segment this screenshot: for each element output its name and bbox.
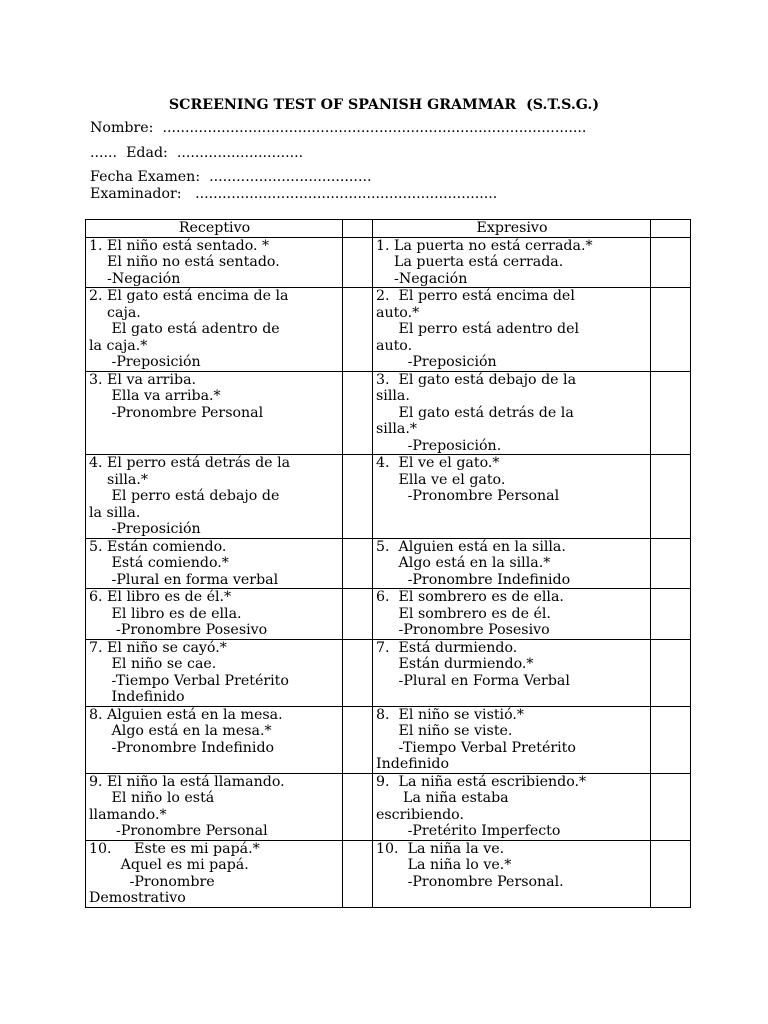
expresivo-item: 7. Está durmiendo. Están durmiendo.* -Plural en Forma Verbal	[373, 639, 651, 706]
examinador-field: Examinador: ...................................................................	[90, 186, 498, 202]
expresivo-score-cell	[651, 840, 691, 907]
receptivo-score-cell	[343, 538, 373, 589]
receptivo-item: 5. Están comiendo. Está comiendo.* -Plural en forma verbal	[86, 538, 343, 589]
receptivo-item: 6. El libro es de él.* El libro es de ella. -Pronombre Posesivo	[86, 589, 343, 640]
receptivo-score-header	[343, 220, 373, 238]
receptivo-score-cell	[343, 455, 373, 539]
receptivo-item: 1. El niño está sentado. * El niño no está sentado. -Negación	[86, 237, 343, 288]
table-header-row	[86, 220, 691, 238]
receptivo-score-cell	[343, 288, 373, 372]
expresivo-score-cell	[651, 455, 691, 539]
expresivo-score-header	[651, 220, 691, 238]
receptivo-score-cell	[343, 237, 373, 288]
table-row	[86, 288, 691, 372]
document-title: SCREENING TEST OF SPANISH GRAMMAR (S.T.S.G.)	[168, 97, 600, 113]
table-row	[86, 371, 691, 455]
expresivo-item: 4. El ve el gato.* Ella ve el gato. -Pronombre Personal	[373, 455, 651, 539]
table-row	[86, 639, 691, 706]
table-row	[86, 538, 691, 589]
expresivo-item: 10. La niña la ve. La niña lo ve.* -Pronombre Personal.	[373, 840, 651, 907]
expresivo-score-cell	[651, 706, 691, 773]
expresivo-score-cell	[651, 538, 691, 589]
receptivo-item: 4. El perro está detrás de la silla.* El perro está debajo de la silla. -Preposición	[86, 455, 343, 539]
expresivo-item: 1. La puerta no está cerrada.* La puerta está cerrada. -Negación	[373, 237, 651, 288]
receptivo-header: Receptivo	[86, 220, 343, 238]
expresivo-item: 8. El niño se vistió.* El niño se viste. -Tiempo Verbal Pretérito Indefinido	[373, 706, 651, 773]
receptivo-score-cell	[343, 773, 373, 840]
fecha-examen-field: Fecha Examen: ....................................	[90, 169, 372, 185]
receptivo-score-cell	[343, 639, 373, 706]
receptivo-score-cell	[343, 589, 373, 640]
expresivo-score-cell	[651, 237, 691, 288]
receptivo-score-cell	[343, 706, 373, 773]
receptivo-item: 10. Este es mi papá.* Aquel es mi papá. -Pronombre Demostrativo	[86, 840, 343, 907]
grammar-items-table	[85, 219, 691, 908]
expresivo-score-cell	[651, 639, 691, 706]
edad-field: ...... Edad: ............................	[90, 145, 304, 161]
expresivo-item: 3. El gato está debajo de la silla. El gato está detrás de la silla.* -Preposición.	[373, 371, 651, 455]
table-row	[86, 706, 691, 773]
expresivo-score-cell	[651, 773, 691, 840]
table-row	[86, 237, 691, 288]
receptivo-item: 7. El niño se cayó.* El niño se cae. -Tiempo Verbal Pretérito Indefinido	[86, 639, 343, 706]
expresivo-item: 9. La niña está escribiendo.* La niña estaba escribiendo. -Pretérito Imperfecto	[373, 773, 651, 840]
receptivo-score-cell	[343, 371, 373, 455]
receptivo-item: 8. Alguien está en la mesa. Algo está en la mesa.* -Pronombre Indefinido	[86, 706, 343, 773]
expresivo-score-cell	[651, 589, 691, 640]
expresivo-score-cell	[651, 371, 691, 455]
table-row	[86, 840, 691, 907]
nombre-field: Nombre: ..............................................................................................	[90, 120, 587, 136]
expresivo-item: 6. El sombrero es de ella. El sombrero es de él. -Pronombre Posesivo	[373, 589, 651, 640]
table-row	[86, 455, 691, 539]
table-row	[86, 589, 691, 640]
receptivo-item: 2. El gato está encima de la caja. El gato está adentro de la caja.* -Preposición	[86, 288, 343, 372]
expresivo-header: Expresivo	[373, 220, 651, 238]
receptivo-item: 3. El va arriba. Ella va arriba.* -Pronombre Personal	[86, 371, 343, 455]
expresivo-item: 2. El perro está encima del auto.* El perro está adentro del auto. -Preposición	[373, 288, 651, 372]
receptivo-score-cell	[343, 840, 373, 907]
receptivo-item: 9. El niño la está llamando. El niño lo está llamando.* -Pronombre Personal	[86, 773, 343, 840]
expresivo-score-cell	[651, 288, 691, 372]
table-row	[86, 773, 691, 840]
expresivo-item: 5. Alguien está en la silla. Algo está en la silla.* -Pronombre Indefinido	[373, 538, 651, 589]
